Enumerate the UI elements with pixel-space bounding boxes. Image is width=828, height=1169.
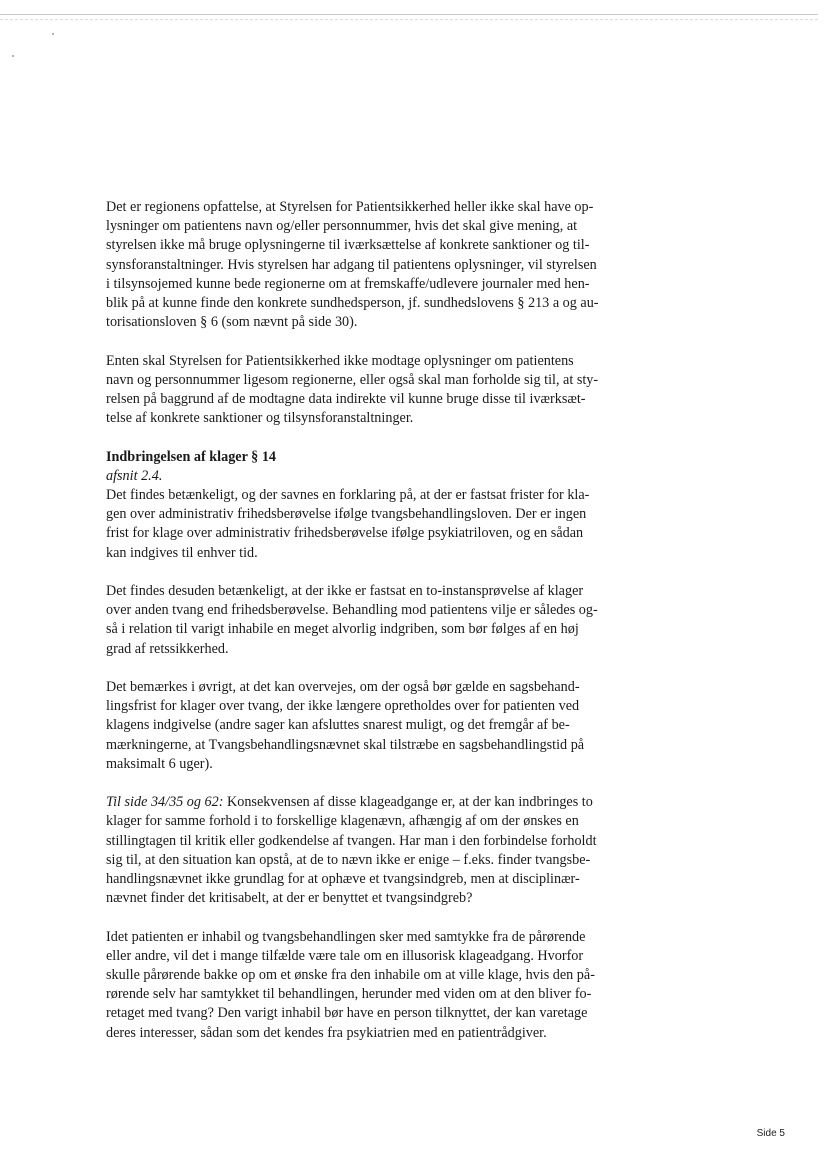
paragraph: Det er regionens opfattelse, at Styrelsen for Patientsikkerhed heller ikke skal have op- lysninger om patientens navn og/eller personnummer, hvis det skal give mening, at styrelsen ikke må bruge oplysningerne til iværksættelse af konkrete sanktioner og til- synsforanstaltninger. Hvis styrelsen har adgang til patientens oplysninger, vil styrelsen i tilsynsojemed kunne bede regionerne om at fremskaffe/udlevere journaler med hen- blik på at kunne finde den konkrete sundhedsperson, jf. sundhedslovens § 213 a og au- torisationsloven § 6 (som nævnt på side 30). xyxy=(106,199,599,331)
scan-speck xyxy=(52,33,54,35)
section-subheading: afsnit 2.4. xyxy=(106,467,163,484)
paragraph: Idet patienten er inhabil og tvangsbehandlingen sker med samtykke fra de pårørende eller andre, vil det i mange tilfælde være tale om en illusorisk klageadgang. Hvorfor skulle pårørende bakke op om et ønske fra den inhabile om at ville klage, hvis den på- rørende selv har samtykket til behandlingen, herunder med viden om at den bliver fo- retaget med tvang? Den varigt inhabil bør have en person tilknyttet, der kan varetage deres interesser, sådan som det kendes fra psykiatrien med en patientrådgiver. xyxy=(106,928,595,1041)
paragraph: Enten skal Styrelsen for Patientsikkerhed ikke modtage oplysninger om patientens navn og personnummer ligesom regionerne, eller også skal man forholde sig til, at sty- relsen på baggrund af de modtagne data indirekte vil kunne bruge disse til iværksæt- telse af konkrete sanktioner og tilsynsforanstaltninger. xyxy=(106,352,599,427)
paragraph: Det bemærkes i øvrigt, at det kan overvejes, om der også bør gælde en sagsbehand- lingsfrist for klager over tvang, der ikke længere opretholdes over for patienten ved klagens indgivelse (andre sager kan afsluttes snarest muligt, og det fremgår af be- mærkningerne, at Tvangsbehandlingsnævnet skal tilstræbe en sagsbehandlingstid på maksimalt 6 uger). xyxy=(106,679,585,772)
page-body xyxy=(106,198,612,1062)
scan-speck xyxy=(12,55,14,57)
paragraph-cross-reference xyxy=(106,793,612,908)
section-heading: Indbringelsen af klager § 14 xyxy=(106,448,277,465)
paragraph: Det findes desuden betænkeligt, at der ikke er fastsat en to-instansprøvelse af klager over anden tvang end frihedsberøvelse. Behandling mod patientens vilje er således og- så i relation til varigt inhabile en meget alvorlig indgriben, som bør følges af en høj grad af retssikkerhed. xyxy=(106,583,598,657)
scan-edge-line-faint xyxy=(0,19,818,20)
cross-reference-lead: Til side 34/35 og 62: xyxy=(106,794,224,811)
page-number: Side 5 xyxy=(756,1128,785,1139)
cross-reference-text: Konsekvensen af disse klageadgange er, at der kan indbringes to klager for samme forhold i to forskellige klagenævn, afhængig af om der ønskes en stillingtagen til kritik eller godkendelse af tvangen. Har man i den forbindelse forholdt sig til, at den situation kan opstå, at de to nævn ikke er enige – f.eks. finder tvangsbe- handlingsnævnet ikke grundlag for at ophæve et tvangsindgreb, men at disciplinær- nævnet finder det kritisabelt, at der er benyttet et tvangsindgreb? xyxy=(106,794,597,907)
paragraph: Det findes betænkeligt, og der savnes en forklaring på, at der er fastsat frister for kla- gen over administrativ frihedsberøvelse ifølge tvangsbehandlingsloven. Der er ingen frist for klage over administrativ frihedsberøvelse ifølge psykiatriloven, og en sådan kan indgives til enhver tid. xyxy=(106,487,590,561)
scan-edge-line xyxy=(0,14,818,15)
